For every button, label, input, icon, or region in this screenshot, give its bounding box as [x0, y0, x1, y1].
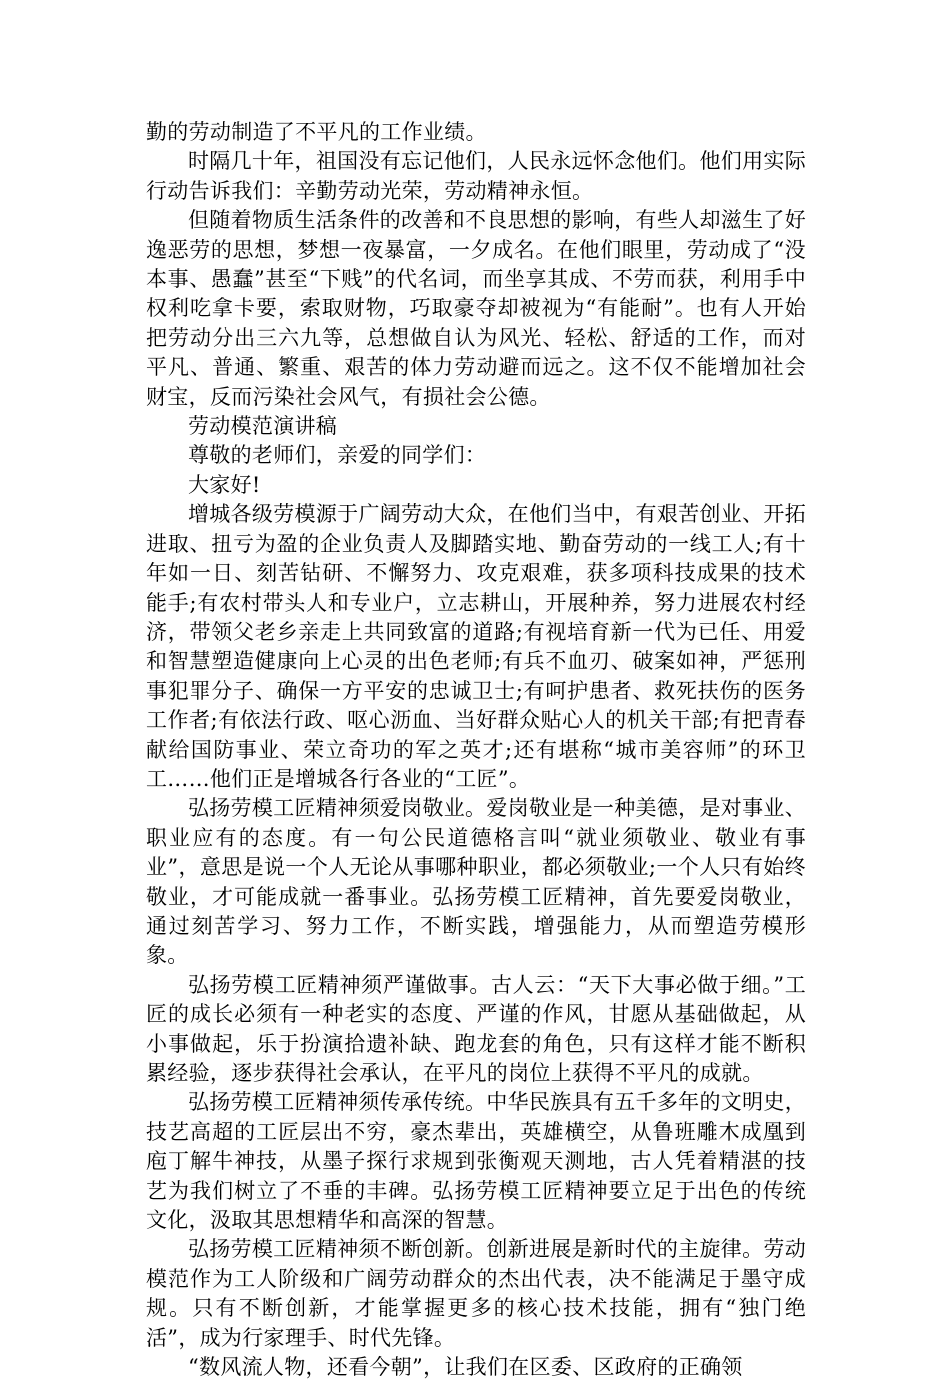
paragraph-11: 弘扬劳模工匠精神须不断创新。创新进展是新时代的主旋律。劳动模范作为工人阶级和广阔劳动群众的杰出代表，决不能满足于墨守成规。只有不断创新，才能掌握更多的核心技术技能，拥有“独门绝活”，成为行家理手、时代先锋。: [146, 1237, 806, 1350]
paragraph-7: 增城各级劳模源于广阔劳动大众，在他们当中，有艰苦创业、开拓进取、扭亏为盈的企业负责人及脚踏实地、勤奋劳动的一线工人;有十年如一日、刻苦钻研、不懈努力、攻克艰难，获多项科技成果的技术能手;有农村带头人和专业户，立志耕山，开展种养，努力进展农村经济，带领父老乡亲走上共同致富的道路;有视培育新一代为已任、用爱和智慧塑造健康向上心灵的出色老师;有兵不血刃、破案如神，严惩刑事犯罪分子、确保一方平安的忠诚卫士;有呵护患者、救死扶伤的医务工作者;有依法行政、呕心沥血、当好群众贴心人的机关干部;有把青春献给国防事业、荣立奇功的军之英才;还有堪称“城市美容师”的环卫工……他们正是增城各行各业的“工匠”。: [146, 502, 806, 791]
paragraph-8: 弘扬劳模工匠精神须爱岗敬业。爱岗敬业是一种美德，是对事业、职业应有的态度。有一句公民道德格言叫“就业须敬业、敬业有事业”，意思是说一个人无论从事哪种职业，都必须敬业;一个人只有始终敬业，才可能成就一番事业。弘扬劳模工匠精神，首先要爱岗敬业，通过刻苦学习、努力工作，不断实践，增强能力，从而塑造劳模形象。: [146, 796, 806, 968]
paragraph-10: 弘扬劳模工匠精神须传承传统。中华民族具有五千多年的文明史，技艺高超的工匠层出不穷，豪杰辈出，英雄横空，从鲁班雕木成凰到庖丁解牛神技，从墨子探行求规到张衡观天测地，古人凭着精湛的技艺为我们树立了不垂的丰碑。弘扬劳模工匠精神要立足于出色的传统文化，汲取其思想精华和高深的智慧。: [146, 1090, 806, 1233]
speech-title: 劳动模范演讲稿: [188, 414, 338, 439]
speech-salutation: 尊敬的老师们，亲爱的同学们：: [188, 443, 487, 468]
paragraph-3: 但随着物质生活条件的改善和不良思想的影响，有些人却滋生了好逸恶劳的思想，梦想一夜暴富，一夕成名。在他们眼里，劳动成了“没本事、愚蠢”甚至“下贱”的代名词，而坐享其成、不劳而获，利用手中权利吃拿卡要，索取财物，巧取豪夺却被视为“有能耐”。也有人开始把劳动分出三六九等，总想做自认为风光、轻松、舒适的工作，而对平凡、普通、繁重、艰苦的体力劳动避而远之。这不仅不能增加社会财宝，反而污染社会风气，有损社会公德。: [146, 208, 806, 409]
document-body: [146, 118, 806, 1382]
paragraph-1: 勤的劳动制造了不平凡的工作业绩。: [146, 120, 487, 144]
paragraph-9: 弘扬劳模工匠精神须严谨做事。古人云：“天下大事必做于细。”工匠的成长必须有一种老实的态度、严谨的作风，甘愿从基础做起，从小事做起，乐于扮演拾遗补缺、跑龙套的角色，只有这样才能不断积累经验，逐步获得社会承认，在平凡的岗位上获得不平凡的成就。: [146, 972, 806, 1085]
speech-greeting: 大家好!: [188, 472, 261, 497]
paragraph-2: 时隔几十年，祖国没有忘记他们，人民永远怀念他们。他们用实际行动告诉我们：辛勤劳动光荣，劳动精神永恒。: [146, 149, 806, 203]
paragraph-12: “数风流人物，还看今朝”，让我们在区委、区政府的正确领: [188, 1355, 743, 1380]
